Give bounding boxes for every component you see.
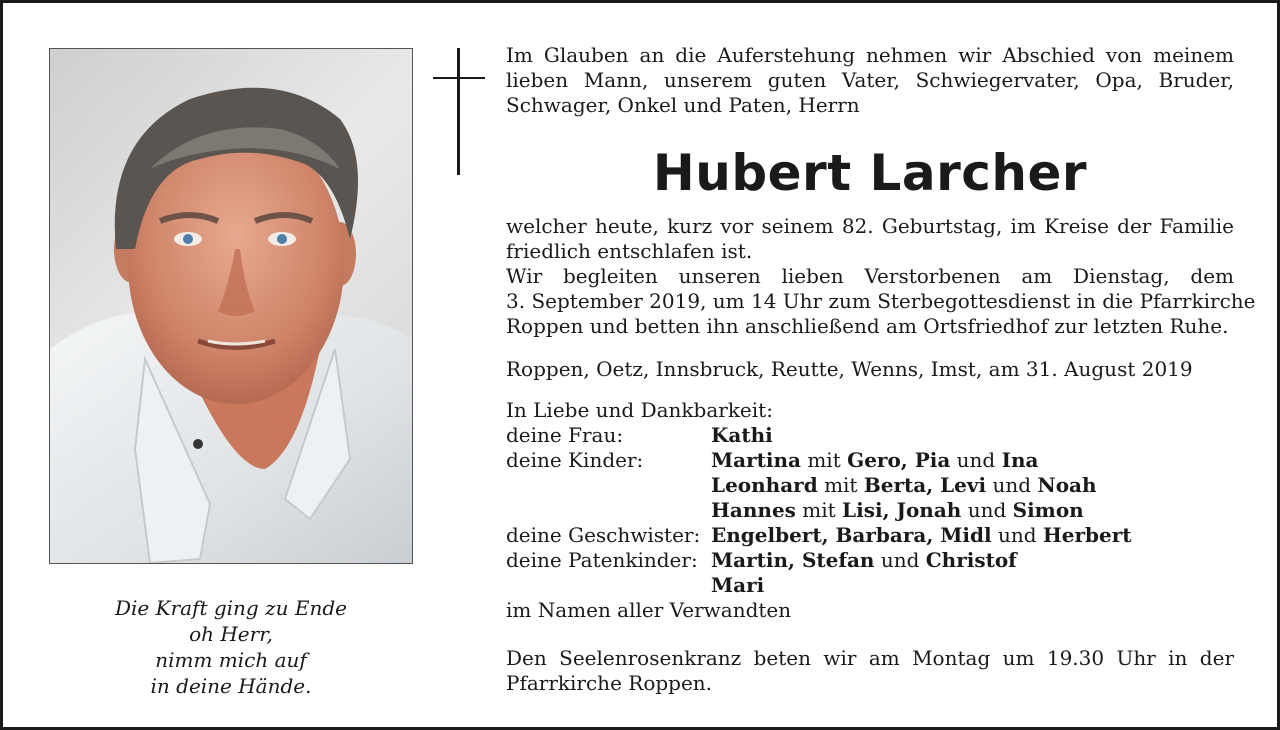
love-heading-text: In Liebe und Dankbarkeit: — [506, 398, 773, 422]
connector: und — [967, 498, 1007, 522]
connector: mit — [807, 448, 841, 472]
connector: mit — [824, 473, 858, 497]
siblings-names: Engelbert, Barbara, Midl — [711, 523, 992, 547]
wife-name: Kathi — [711, 423, 773, 447]
connector: und — [880, 548, 920, 572]
godchild-last: Christof — [925, 548, 1017, 572]
children-row — [506, 448, 1234, 473]
children-row — [506, 498, 1234, 523]
godchildren-entry — [711, 548, 1017, 573]
intro-line: Im Glauben an die Auferstehung nehmen wir Abschied von meinem — [506, 43, 1234, 67]
godchildren-row — [506, 573, 1234, 598]
grandchild: Ina — [1001, 448, 1039, 472]
love-heading — [506, 398, 1234, 423]
intro-line: Schwager, Onkel und Paten, Herrn — [506, 93, 860, 117]
child-name: Martina — [711, 448, 801, 472]
places-line: Roppen, Oetz, Innsbruck, Reutte, Wenns, Imst, am 31. August 2019 — [506, 357, 1193, 381]
verse — [49, 595, 413, 699]
child-name: Leonhard — [711, 473, 818, 497]
announcement-line: welcher heute, kurz vor seinem 82. Geburtstag, im Kreise der Familie — [506, 214, 1234, 238]
grandchildren: Lisi, Jonah — [842, 498, 962, 522]
intro-text — [506, 43, 1234, 118]
siblings-row — [506, 523, 1234, 548]
cross-icon-vertical — [457, 48, 460, 175]
child-entry — [711, 473, 1097, 498]
wife-label: deine Frau: — [506, 423, 624, 447]
connector: und — [997, 523, 1037, 547]
verse-line: nimm mich auf — [155, 648, 307, 672]
rosary-line: Pfarrkirche Roppen. — [506, 671, 713, 695]
grandchild: Noah — [1037, 473, 1097, 497]
family-list — [506, 398, 1234, 623]
announcement-text — [506, 214, 1256, 339]
godchildren-row — [506, 548, 1234, 573]
godchildren-label: deine Patenkinder: — [506, 548, 698, 572]
child-name: Hannes — [711, 498, 796, 522]
children-label: deine Kinder: — [506, 448, 644, 472]
intro-line: lieben Mann, unserem guten Vater, Schwiegervater, Opa, Bruder, — [506, 68, 1234, 92]
siblings-entry — [711, 523, 1132, 548]
grandchildren: Gero, Pia — [847, 448, 951, 472]
announcement-line: 3. September 2019, um 14 Uhr zum Sterbegottesdienst in die Pfarrkirche — [506, 289, 1256, 313]
wife-name-wrap — [711, 423, 773, 448]
portrait-illustration — [50, 49, 412, 563]
deceased-name: Hubert Larcher — [652, 144, 1088, 202]
child-entry — [711, 498, 1084, 523]
siblings-label: deine Geschwister: — [506, 523, 701, 547]
places-date — [506, 357, 1234, 382]
children-row — [506, 473, 1234, 498]
announcement-line: friedlich entschlafen ist. — [506, 239, 753, 263]
grandchild: Simon — [1012, 498, 1084, 522]
verse-line: oh Herr, — [189, 622, 273, 646]
sibling-last: Herbert — [1042, 523, 1132, 547]
rosary-text — [506, 646, 1234, 696]
rosary-line: Den Seelenrosenkranz beten wir am Montag um 19.30 Uhr in der — [506, 646, 1234, 670]
grandchildren: Berta, Levi — [863, 473, 987, 497]
wife-row — [506, 423, 1234, 448]
cross-icon-horizontal — [433, 77, 485, 79]
godchild-extra-wrap — [711, 573, 764, 598]
connector: mit — [802, 498, 836, 522]
godchildren-names: Martin, Stefan — [711, 548, 875, 572]
announcement-line: Wir begleiten unseren lieben Verstorbenen am Dienstag, dem — [506, 264, 1234, 288]
connector: und — [992, 473, 1032, 497]
portrait-photo — [49, 48, 413, 564]
announcement-line: Roppen und betten ihn anschließend am Ortsfriedhof zur letzten Ruhe. — [506, 314, 1229, 338]
child-entry — [711, 448, 1038, 473]
connector: und — [956, 448, 996, 472]
relatives-row — [506, 598, 1234, 623]
relatives-text: im Namen aller Verwandten — [506, 598, 792, 622]
verse-line: Die Kraft ging zu Ende — [115, 596, 347, 620]
godchild-extra: Mari — [711, 573, 765, 597]
verse-line: in deine Hände. — [150, 674, 312, 698]
